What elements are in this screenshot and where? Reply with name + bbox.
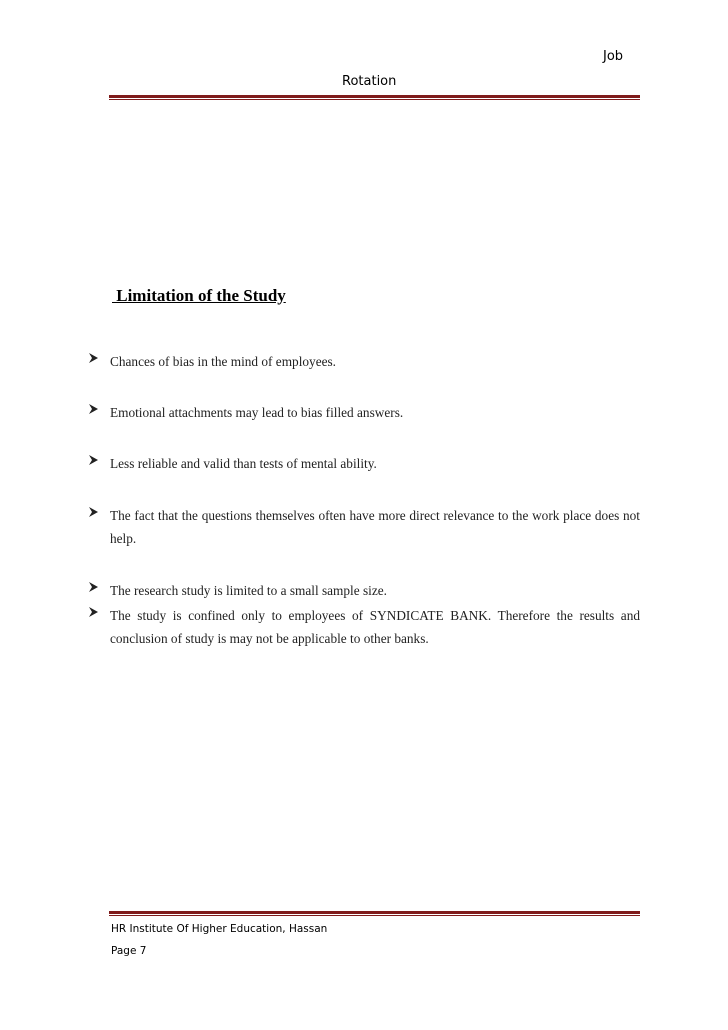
arrow-bullet-icon: [88, 350, 100, 366]
list-item-text: Less reliable and valid than tests of mental ability.: [110, 456, 377, 471]
list-item-text: Chances of bias in the mind of employees.: [110, 354, 336, 369]
header-title-line2: Rotation: [342, 74, 397, 89]
header-title-line1: Job: [603, 49, 624, 64]
list-item-text: The research study is limited to a small sample size.: [110, 583, 387, 598]
list-item-text: The fact that the questions themselves often have more direct relevance to the work place does not help.: [110, 508, 640, 546]
list-item: [88, 504, 640, 550]
arrow-bullet-icon: [88, 452, 100, 468]
header-rule: [109, 95, 640, 100]
list-item-text: The study is confined only to employees of SYNDICATE BANK. Therefore the results and conclusion of study is may not be applicable to other banks.: [110, 608, 640, 646]
arrow-bullet-icon: [88, 504, 100, 520]
list-item: [88, 579, 640, 602]
list-item-text: Emotional attachments may lead to bias filled answers.: [110, 405, 404, 420]
page-number: Page 7: [111, 945, 147, 957]
arrow-bullet-icon: [88, 401, 100, 417]
arrow-bullet-icon: [88, 604, 100, 620]
list-item: [88, 452, 640, 475]
section-title: Limitation of the Study: [112, 286, 286, 305]
list-item: [88, 350, 640, 373]
footer-institution: HR Institute Of Higher Education, Hassan: [111, 923, 328, 935]
footer-rule: [109, 911, 640, 916]
list-item: [88, 401, 640, 424]
list-item: [88, 604, 640, 650]
arrow-bullet-icon: [88, 579, 100, 595]
